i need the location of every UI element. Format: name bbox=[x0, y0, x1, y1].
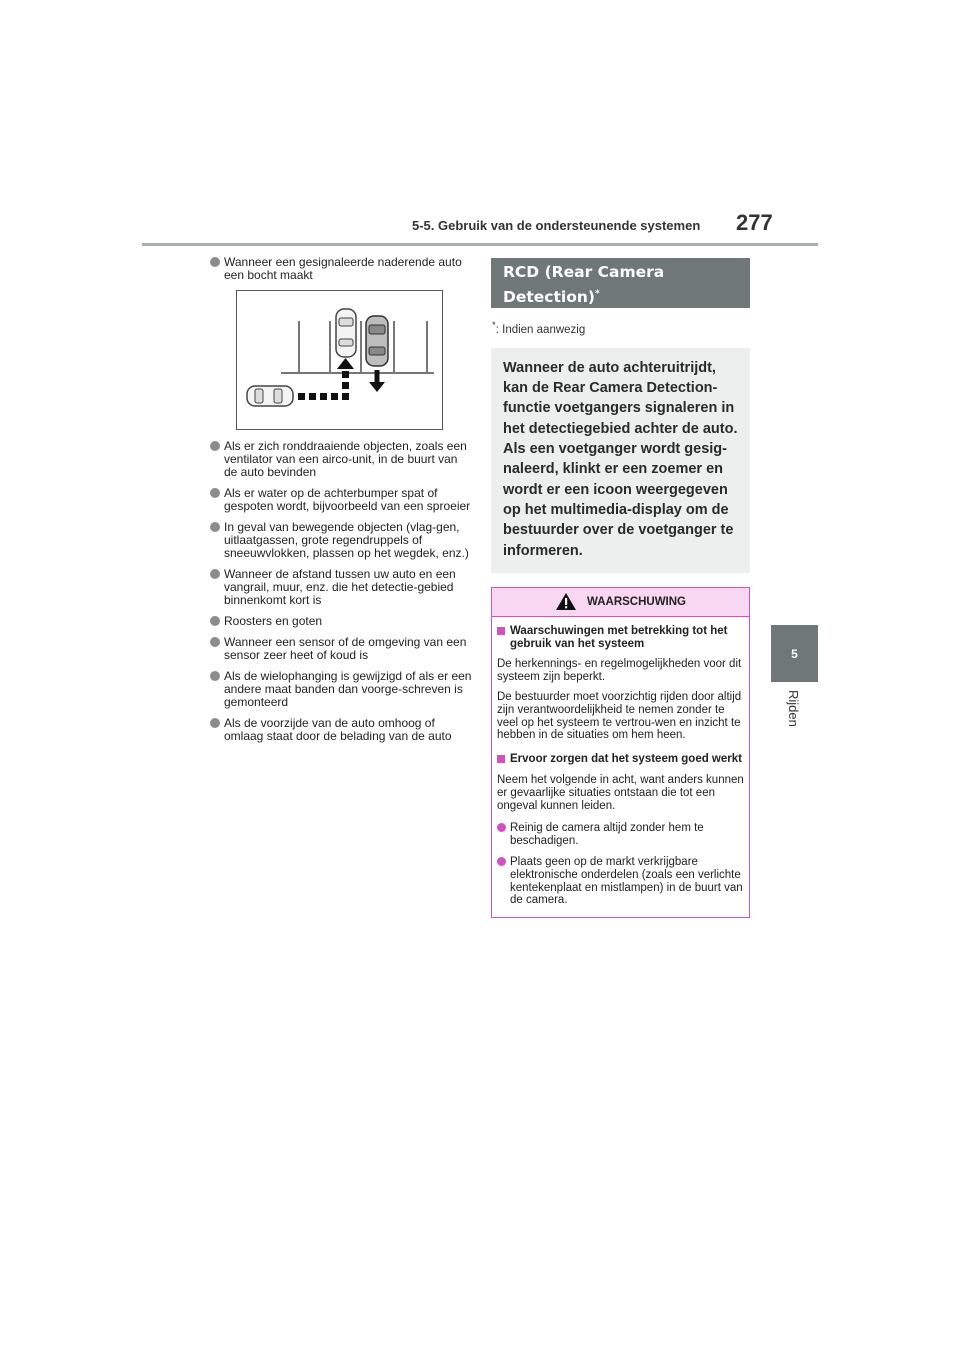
list-item bbox=[210, 256, 472, 282]
list-item-text: Wanneer een sensor of de omgeving van een sensor zeer heet of koud is bbox=[224, 635, 467, 662]
list-item-text: Wanneer de afstand tussen uw auto en een vangrail, muur, enz. die het detectie-gebied binnenkomt kort is bbox=[224, 567, 456, 607]
section-title-marker: * bbox=[594, 289, 600, 299]
list-item-text: Als de wielophanging is gewijzigd of als er een andere maat banden dan voorge-schreven is gemonteerd bbox=[224, 669, 472, 709]
bullet-icon bbox=[210, 637, 220, 647]
warning-bullet bbox=[497, 856, 744, 907]
section-title bbox=[491, 258, 750, 308]
square-bullet-icon bbox=[497, 755, 505, 763]
list-item-text: Roosters en goten bbox=[224, 614, 323, 628]
warning-title: WAARSCHUWING bbox=[586, 595, 687, 608]
page-number: 277 bbox=[736, 210, 773, 235]
warning-triangle-icon bbox=[555, 592, 577, 611]
list-item bbox=[210, 717, 472, 743]
list-item bbox=[210, 636, 472, 662]
list-item bbox=[210, 615, 472, 628]
warning-text: Neem het volgende in acht, want anders kunnen er gevaarlijke situaties ontstaan die tot een ongeval kunnen leiden. bbox=[497, 773, 744, 812]
bullet-icon bbox=[210, 488, 220, 498]
intro-box: Wanneer de auto achteruitrijdt, kan de Rear Camera Detection-functie voetgangers signaleren in het detectiegebied achter de auto. Als een voetganger wordt gesig-naleerd, klinkt er een zoemer en wordt er een icoon weergegeven op het multimedia-display om de bestuurder over de voetganger te informeren. bbox=[491, 348, 750, 573]
left-column bbox=[210, 256, 472, 751]
footnote-marker: * bbox=[492, 320, 496, 331]
bullet-icon bbox=[497, 823, 506, 832]
warning-heading bbox=[497, 625, 744, 651]
bullet-icon bbox=[210, 441, 220, 451]
bullet-icon bbox=[210, 569, 220, 579]
warning-box bbox=[491, 587, 750, 918]
warning-bullet-text: Plaats geen op de markt verkrijgbare elektronische onderdelen (zoals een verlichte kentekenplaat en mistlampen) in de buurt van de camera. bbox=[510, 855, 743, 907]
bullet-icon bbox=[210, 257, 220, 267]
list-item-text: Als er zich ronddraaiende objecten, zoals een ventilator van een airco-unit, in de buurt van de auto bevinden bbox=[224, 439, 467, 479]
warning-text: De herkennings- en regelmogelijkheden voor dit systeem zijn beperkt. bbox=[497, 658, 742, 684]
bullet-icon bbox=[210, 671, 220, 681]
bullet-icon bbox=[210, 616, 220, 626]
footnote bbox=[491, 320, 750, 336]
bullet-icon bbox=[210, 718, 220, 728]
approaching-car-icon bbox=[247, 386, 293, 406]
parked-car-icon bbox=[336, 309, 356, 357]
chapter-label: Rijden bbox=[786, 690, 801, 727]
list-item bbox=[210, 670, 472, 709]
warning-header bbox=[492, 588, 749, 617]
header-title: 5-5. Gebruik van de ondersteunende systemen bbox=[412, 218, 701, 233]
bullet-icon bbox=[210, 522, 220, 532]
list-item-text: In geval van bewegende objecten (vlag-gen, uitlaatgassen, grote regendruppels of sneeuwvlokken, plassen op het wegdek, enz.) bbox=[224, 520, 469, 560]
bullet-icon bbox=[497, 857, 506, 866]
list-item bbox=[210, 568, 472, 607]
warning-bullet-text: Reinig de camera altijd zonder hem te beschadigen. bbox=[510, 822, 704, 848]
list-item-text: Wanneer een gesignaleerde naderende auto een bocht maakt bbox=[224, 255, 462, 282]
list-item-text: Als de voorzijde van de auto omhoog of omlaag staat door de belading van de auto bbox=[224, 716, 452, 743]
warning-heading-text: Ervoor zorgen dat het systeem goed werkt bbox=[510, 753, 742, 766]
footnote-text: : Indien aanwezig bbox=[495, 323, 586, 336]
header-rule bbox=[142, 243, 818, 246]
list-item bbox=[210, 487, 472, 513]
own-car-icon bbox=[366, 316, 388, 366]
chapter-tab: 5 bbox=[771, 625, 818, 682]
warning-body bbox=[492, 617, 749, 917]
list-item bbox=[210, 521, 472, 560]
square-bullet-icon bbox=[497, 627, 505, 635]
warning-heading-text: Waarschuwingen met betrekking tot het gebruik van het systeem bbox=[510, 624, 728, 650]
parking-diagram bbox=[237, 291, 442, 429]
parking-illustration bbox=[236, 290, 443, 430]
list-item bbox=[210, 440, 472, 479]
list-item-text: Als er water op de achterbumper spat of gespoten wordt, bijvoorbeeld van een sproeier bbox=[224, 486, 471, 513]
warning-heading bbox=[497, 753, 744, 766]
section-title-text: RCD (Rear Camera Detection) bbox=[503, 263, 665, 307]
warning-text: De bestuurder moet voorzichtig rijden door altijd zijn verantwoordelijkheid te nemen zonder te veel op het systeem te vertrou-wen en inzicht te hebben in de situaties om hem heen. bbox=[497, 690, 742, 742]
warning-bullet bbox=[497, 822, 744, 848]
right-column bbox=[491, 258, 750, 918]
